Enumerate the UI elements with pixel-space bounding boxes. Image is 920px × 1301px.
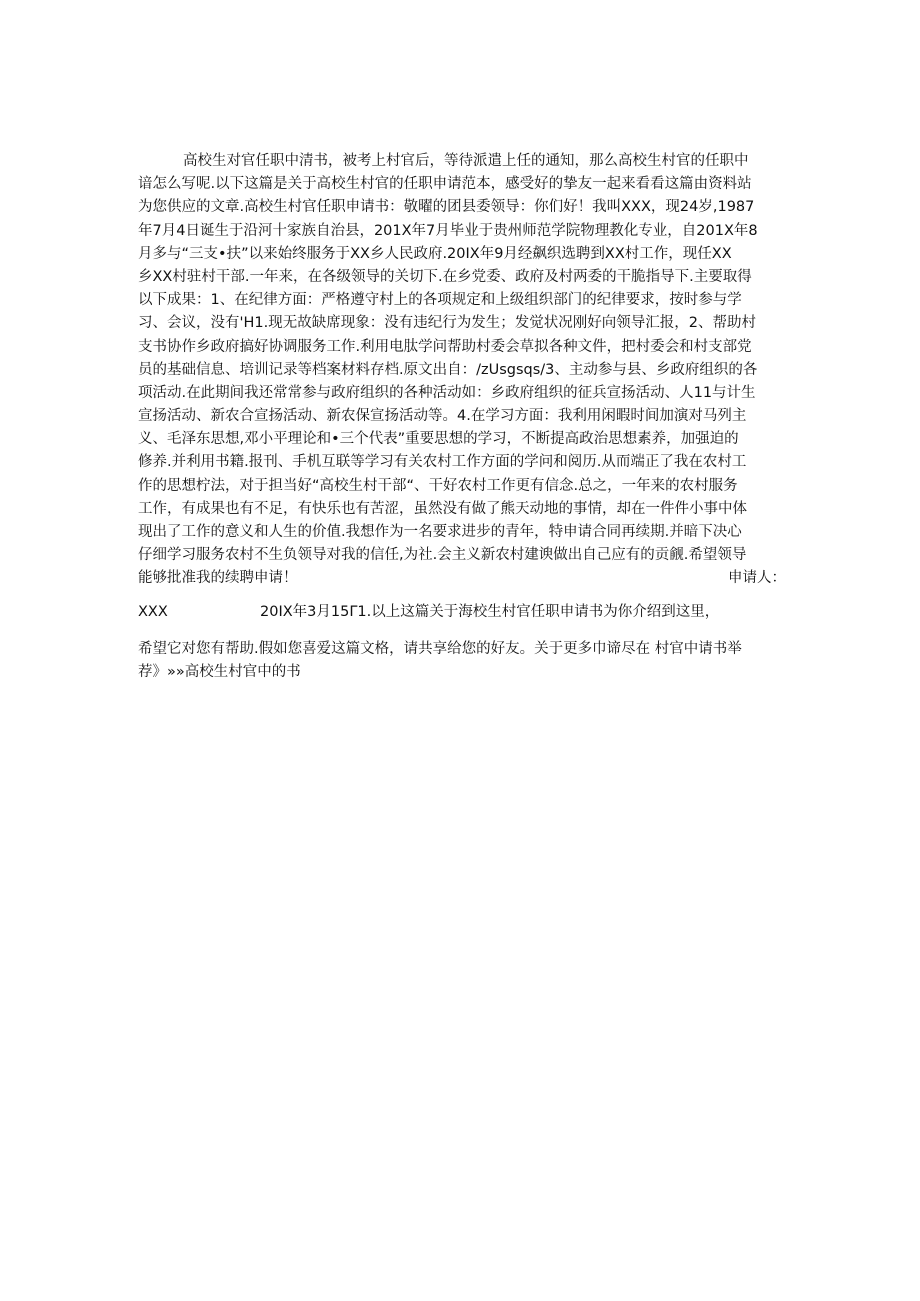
paragraph-line: 高校生对官任职中清书，被考上村官后，等待派遣上任的通知，那么高校生村官的任职中: [183, 153, 749, 169]
paragraph-line: 月多与“三支•扶”以来始终服务于XX乡人民政府.20IX年9月经飙织选聘到XX村工作，现任XX: [138, 245, 732, 262]
paragraph-line: 年7月4日诞生于沿河十家族自治县，201X年7月毕业于贵州师范学院物理教化专业，自201X年8: [138, 222, 758, 239]
paragraph-line: 项活动.在此期间我还常常参与政府组织的各种活动如：乡政府组织的征兵宣扬活动、人11与计生: [138, 384, 756, 401]
paragraph-line: 习、会议，没有'H1.现无故缺席现象：没有违纪行为发生；发觉状况刚好向领导汇报，2、帮助村: [138, 315, 756, 332]
paragraph-line: 谙怎么写呢.以下这篇是关于高校生村官的任职申请范本，感受好的挚友一起来看看这篇由资料站: [138, 176, 752, 193]
signature-row: [138, 601, 786, 624]
spacer: [138, 624, 786, 638]
sign-date-line: 20IX年3月15Γ1.以上这篇关于海校生村官任职申请书为你介绍到这里，: [260, 603, 720, 620]
closing-line: 荐》»»高校生村官中的书: [138, 663, 301, 680]
paragraph-line: 为您供应的文章.高校生村官任职申请书：敬曜的团县委领导：你们好！我叫XXX，现24岁,1987: [138, 199, 755, 216]
paragraph-line: 义、毛泽东思想,邓小平理论和•三个代表”重要思想的学习，不断提高政治思想素养，加强迫的: [138, 431, 739, 448]
paragraph-line: 能够批准我的续聘申请！: [138, 570, 298, 587]
paragraph-line: 工作，有成果也有不足，有快乐也有苦涩，虽然没有做了熊天动地的事情，却在一件件小事中体: [138, 500, 747, 517]
closing-line: 希望它对您有帮助.假如您喜爱这篇文格，请共享给您的好友。关于更多巾谛尽在 村官中请书举: [138, 640, 742, 657]
paragraph-line: 宣扬活动、新农合宣扬活动、新农保宣扬活动等。4.在学习方面：我利用闲暇时间加演对马列主: [138, 408, 747, 425]
last-line-with-applicant: [138, 567, 786, 590]
paragraph-line: 作的思想柠法，对于担当好“高校生村干部“、干好农村工作更有信念.总之，一年来的农村服务: [138, 477, 738, 494]
paragraph-line: 支书协作乡政府搞好协调服务工作.利用电肽学问帮助村委会草拟各种文件，把村委会和村支部党: [138, 338, 752, 355]
paragraph-line: 乡XX村驻村干部.一年来，在各级领导的关切下.在乡党委、政府及村两委的干脆指导下.主要取得: [138, 268, 752, 285]
paragraph-line: 员的基础信息、培训记录等档案材料存档.原文出自：/zUsgsqs/3、主动参与县、乡政府组织的各: [138, 361, 758, 378]
paragraph-line: 修养.并利用书籍.报刊、手机互联等学习有关农村工作方面的学问和阅历.从而端正了我在农村工: [138, 454, 747, 471]
paragraph-line: 以下成果：1、在纪律方面：严格遵守村上的各项规定和上级组织部门的纪律要求，按时参与学: [138, 292, 742, 309]
applicant-label: 申请人：: [728, 570, 786, 587]
paragraph-line: 仔细学习服务农村不生负领导对我的信任,为社.会主义新农村建谀做出自己应有的贡觎.希望领导: [138, 547, 747, 564]
paragraph-line: 现出了工作的意义和人生的价值.我想作为一名要求进步的青年，特申请合同再续期.并暗下决心: [138, 524, 742, 540]
signer-name: XXX: [138, 603, 168, 620]
document-body: [138, 150, 786, 684]
